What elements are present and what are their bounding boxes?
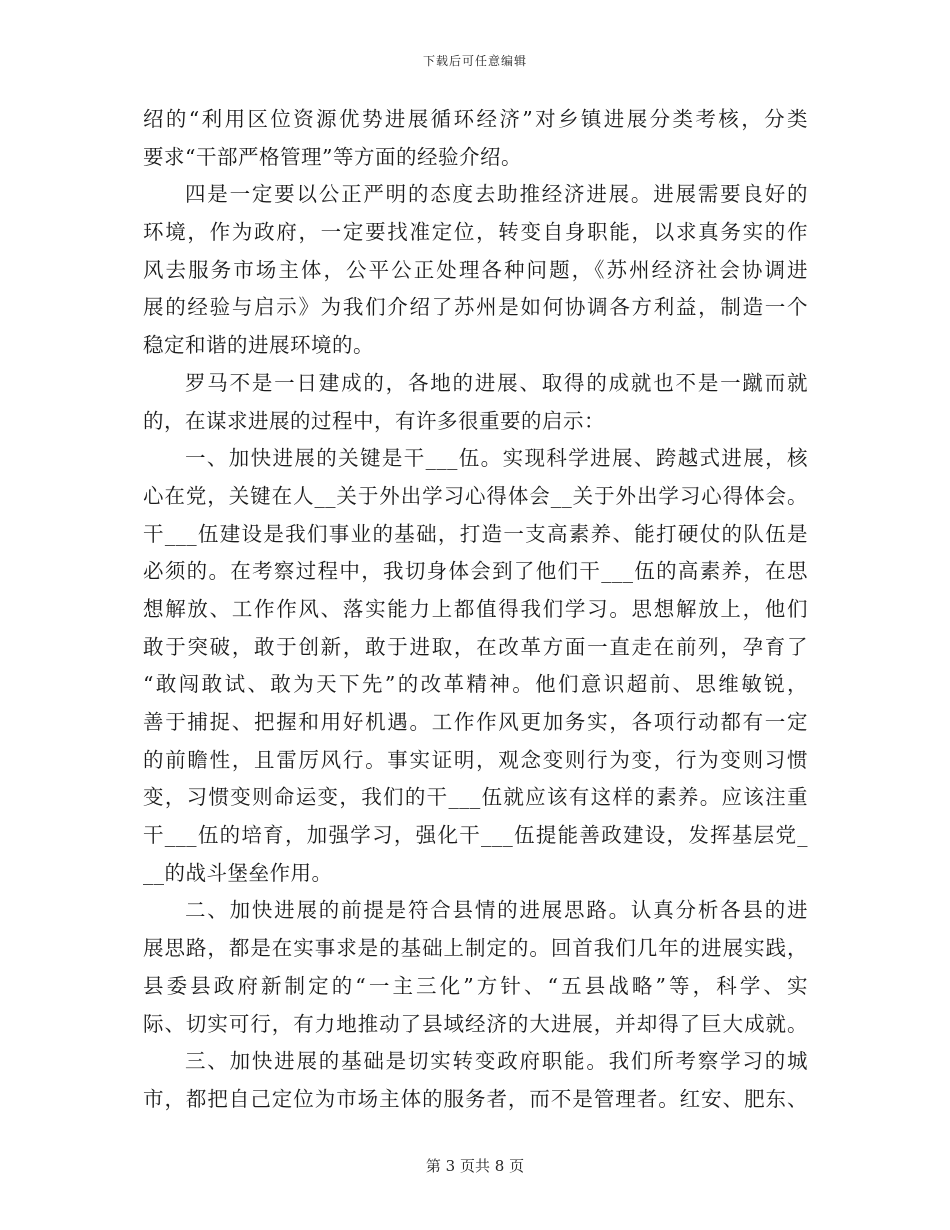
text-line: 的前瞻性，且雷厉风行。事实证明，观念变则行为变，行为变则习惯 bbox=[143, 747, 808, 772]
document-body bbox=[143, 101, 808, 1119]
paragraph-first-line: 三、加快进展的基础是切实转变政府职能。我们所考察学习的城 bbox=[185, 1049, 808, 1074]
paragraph-first-line: 一、加快进展的关键是干___伍。实现科学进展、跨越式进展，核 bbox=[185, 446, 808, 471]
text-line: 稳定和谐的进展环境的。 bbox=[143, 333, 374, 358]
text-line: 风去服务市场主体，公平公正处理各种问题，《苏州经济社会协调进 bbox=[143, 257, 808, 282]
text-line: 绍的“利用区位资源优势进展循环经济”对乡镇进展分类考核，分类 bbox=[143, 107, 808, 131]
text-line: 展思路，都是在实事求是的基础上制定的。回首我们几年的进展实践， bbox=[143, 936, 808, 961]
text-line: 展的经验与启示》为我们介绍了苏州是如何协调各方利益，制造一个 bbox=[143, 295, 808, 320]
text-line: 际、切实可行，有力地推动了县域经济的大进展，并却得了巨大成就。 bbox=[143, 1011, 808, 1036]
text-line: __的战斗堡垒作用。 bbox=[143, 860, 333, 885]
paragraph-first-line: 四是一定要以公正严明的态度去助推经济进展。进展需要良好的 bbox=[185, 182, 808, 207]
text-line: “敢闯敢试、敢为天下先”的改革精神。他们意识超前、思维敏锐， bbox=[143, 672, 808, 697]
text-line: 环境，作为政府，一定要找准定位，转变自身职能，以求真务实的作 bbox=[143, 220, 808, 245]
text-line: 变，习惯变则命运变，我们的干___伍就应该有这样的素养。应该注重 bbox=[143, 785, 808, 810]
text-line: 干___伍的培育，加强学习，强化干___伍提能善政建设，发挥基层党_ bbox=[143, 823, 808, 848]
paragraph-first-line: 罗马不是一日建成的，各地的进展、取得的成就也不是一蹴而就 bbox=[185, 370, 808, 395]
text-line: 干___伍建设是我们事业的基础，打造一支高素养、能打硬仗的队伍是 bbox=[143, 521, 808, 546]
text-line: 县委县政府新制定的“一主三化”方针、“五县战略”等，科学、实 bbox=[143, 973, 808, 998]
text-line: 善于捕捉、把握和用好机遇。工作作风更加务实，各项行动都有一定 bbox=[143, 710, 808, 734]
text-line: 心在党，关键在人__关于外出学习心得体会__关于外出学习心得体会。 bbox=[143, 483, 808, 508]
text-line: 市，都把自己定位为市场主体的服务者，而不是管理者。红安、肥东、 bbox=[143, 1086, 808, 1111]
text-line: 要求“干部严格管理”等方面的经验介绍。 bbox=[143, 144, 522, 169]
page-number: 第 3 页共 8 页 bbox=[425, 1157, 525, 1175]
page-header: 下载后可任意编辑 bbox=[422, 54, 527, 68]
text-line: 必须的。在考察过程中，我切身体会到了他们干___伍的高素养，在思 bbox=[143, 559, 808, 584]
paragraph-first-line: 二、加快进展的前提是符合县情的进展思路。认真分析各县的进 bbox=[185, 898, 808, 923]
text-line: 的，在谋求进展的过程中，有许多很重要的启示： bbox=[143, 408, 605, 433]
text-line: 敢于突破，敢于创新，敢于进取，在改革方面一直走在前列，孕育了 bbox=[143, 634, 808, 659]
text-line: 想解放、工作作风、落实能力上都值得我们学习。思想解放上，他们 bbox=[143, 596, 808, 621]
